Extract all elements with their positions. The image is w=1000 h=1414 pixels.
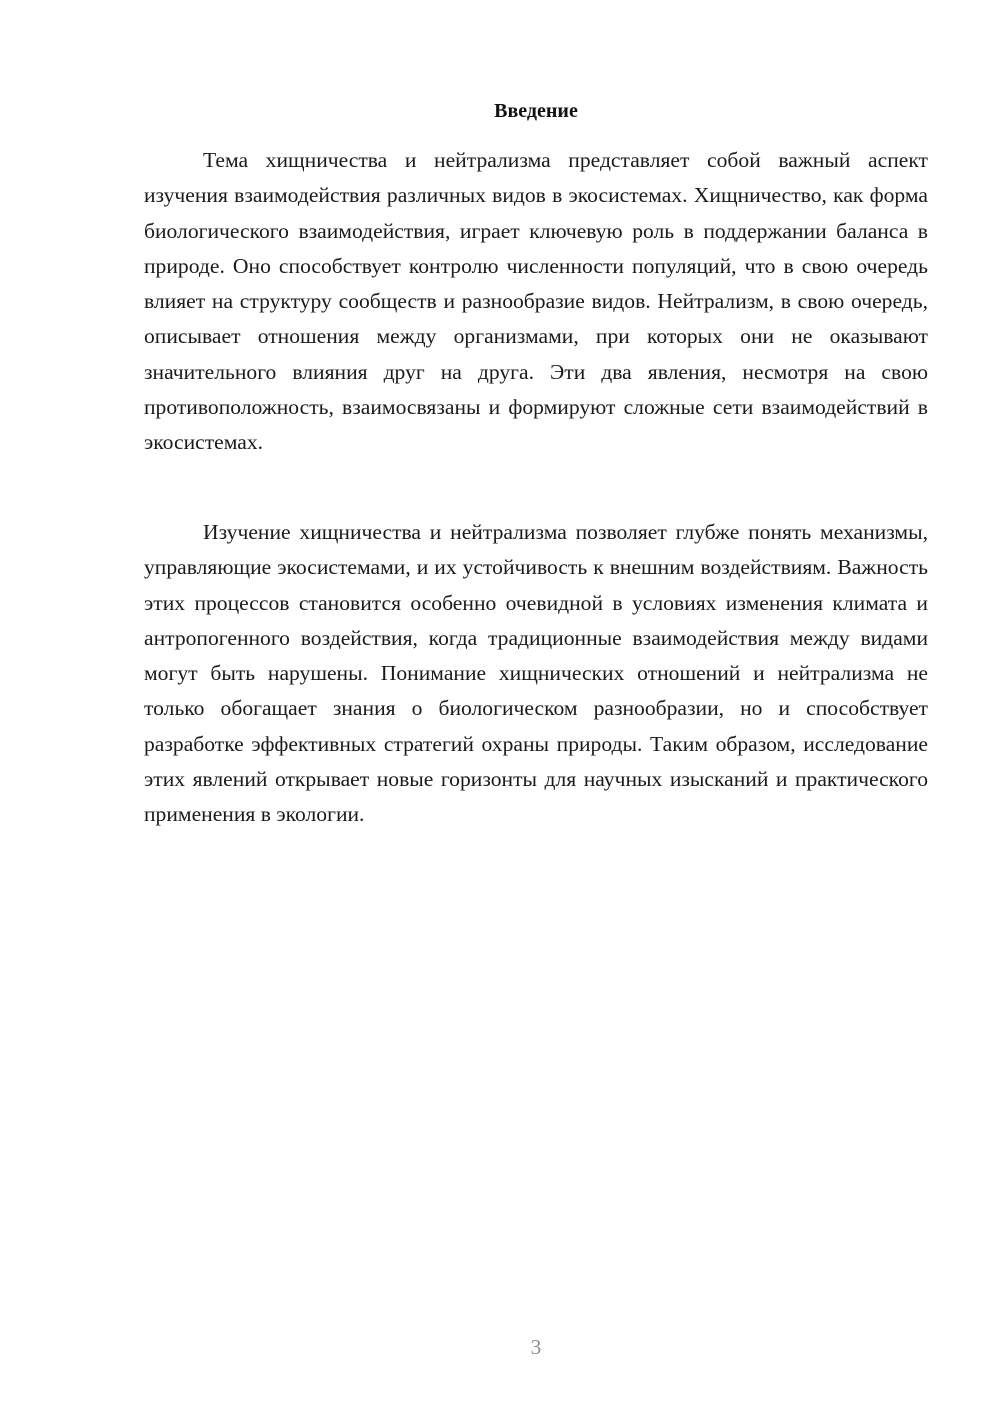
page-number: 3 [530,1335,542,1359]
section-heading: Введение [494,100,578,122]
paragraph-2: Изучение хищничества и нейтрализма позволяет глубже понять механизмы, управляющие экосистемами, и их устойчивость к внешним воздействиям. Важность этих процессов становится особенно очевидной в условиях изменения климата и антропогенного воздействия, когда традиционные взаимодействия между видами могут быть нарушены. Понимание хищнических отношений и нейтрализма не только обогащает знания о биологическом разнообразии, но и способствует разработке эффективных стратегий охраны природы. Таким образом, исследование этих явлений открывает новые горизонты для научных изысканий и практического применения в экологии. [144,520,928,827]
paragraph-1: Тема хищничества и нейтрализма представляет собой важный аспект изучения взаимодействия различных видов в экосистемах. Хищничество, как форма биологического взаимодействия, играет ключевую роль в поддержании баланса в природе. Оно способствует контролю численности популяций, что в свою очередь влияет на структуру сообществ и разнообразие видов. Нейтрализм, в свою очередь, описывает отношения между организмами, при которых они не оказывают значительного влияния друг на друга. Эти два явления, несмотря на свою противоположность, взаимосвязаны и формируют сложные сети взаимодействий в экосистемах. [144,148,928,455]
